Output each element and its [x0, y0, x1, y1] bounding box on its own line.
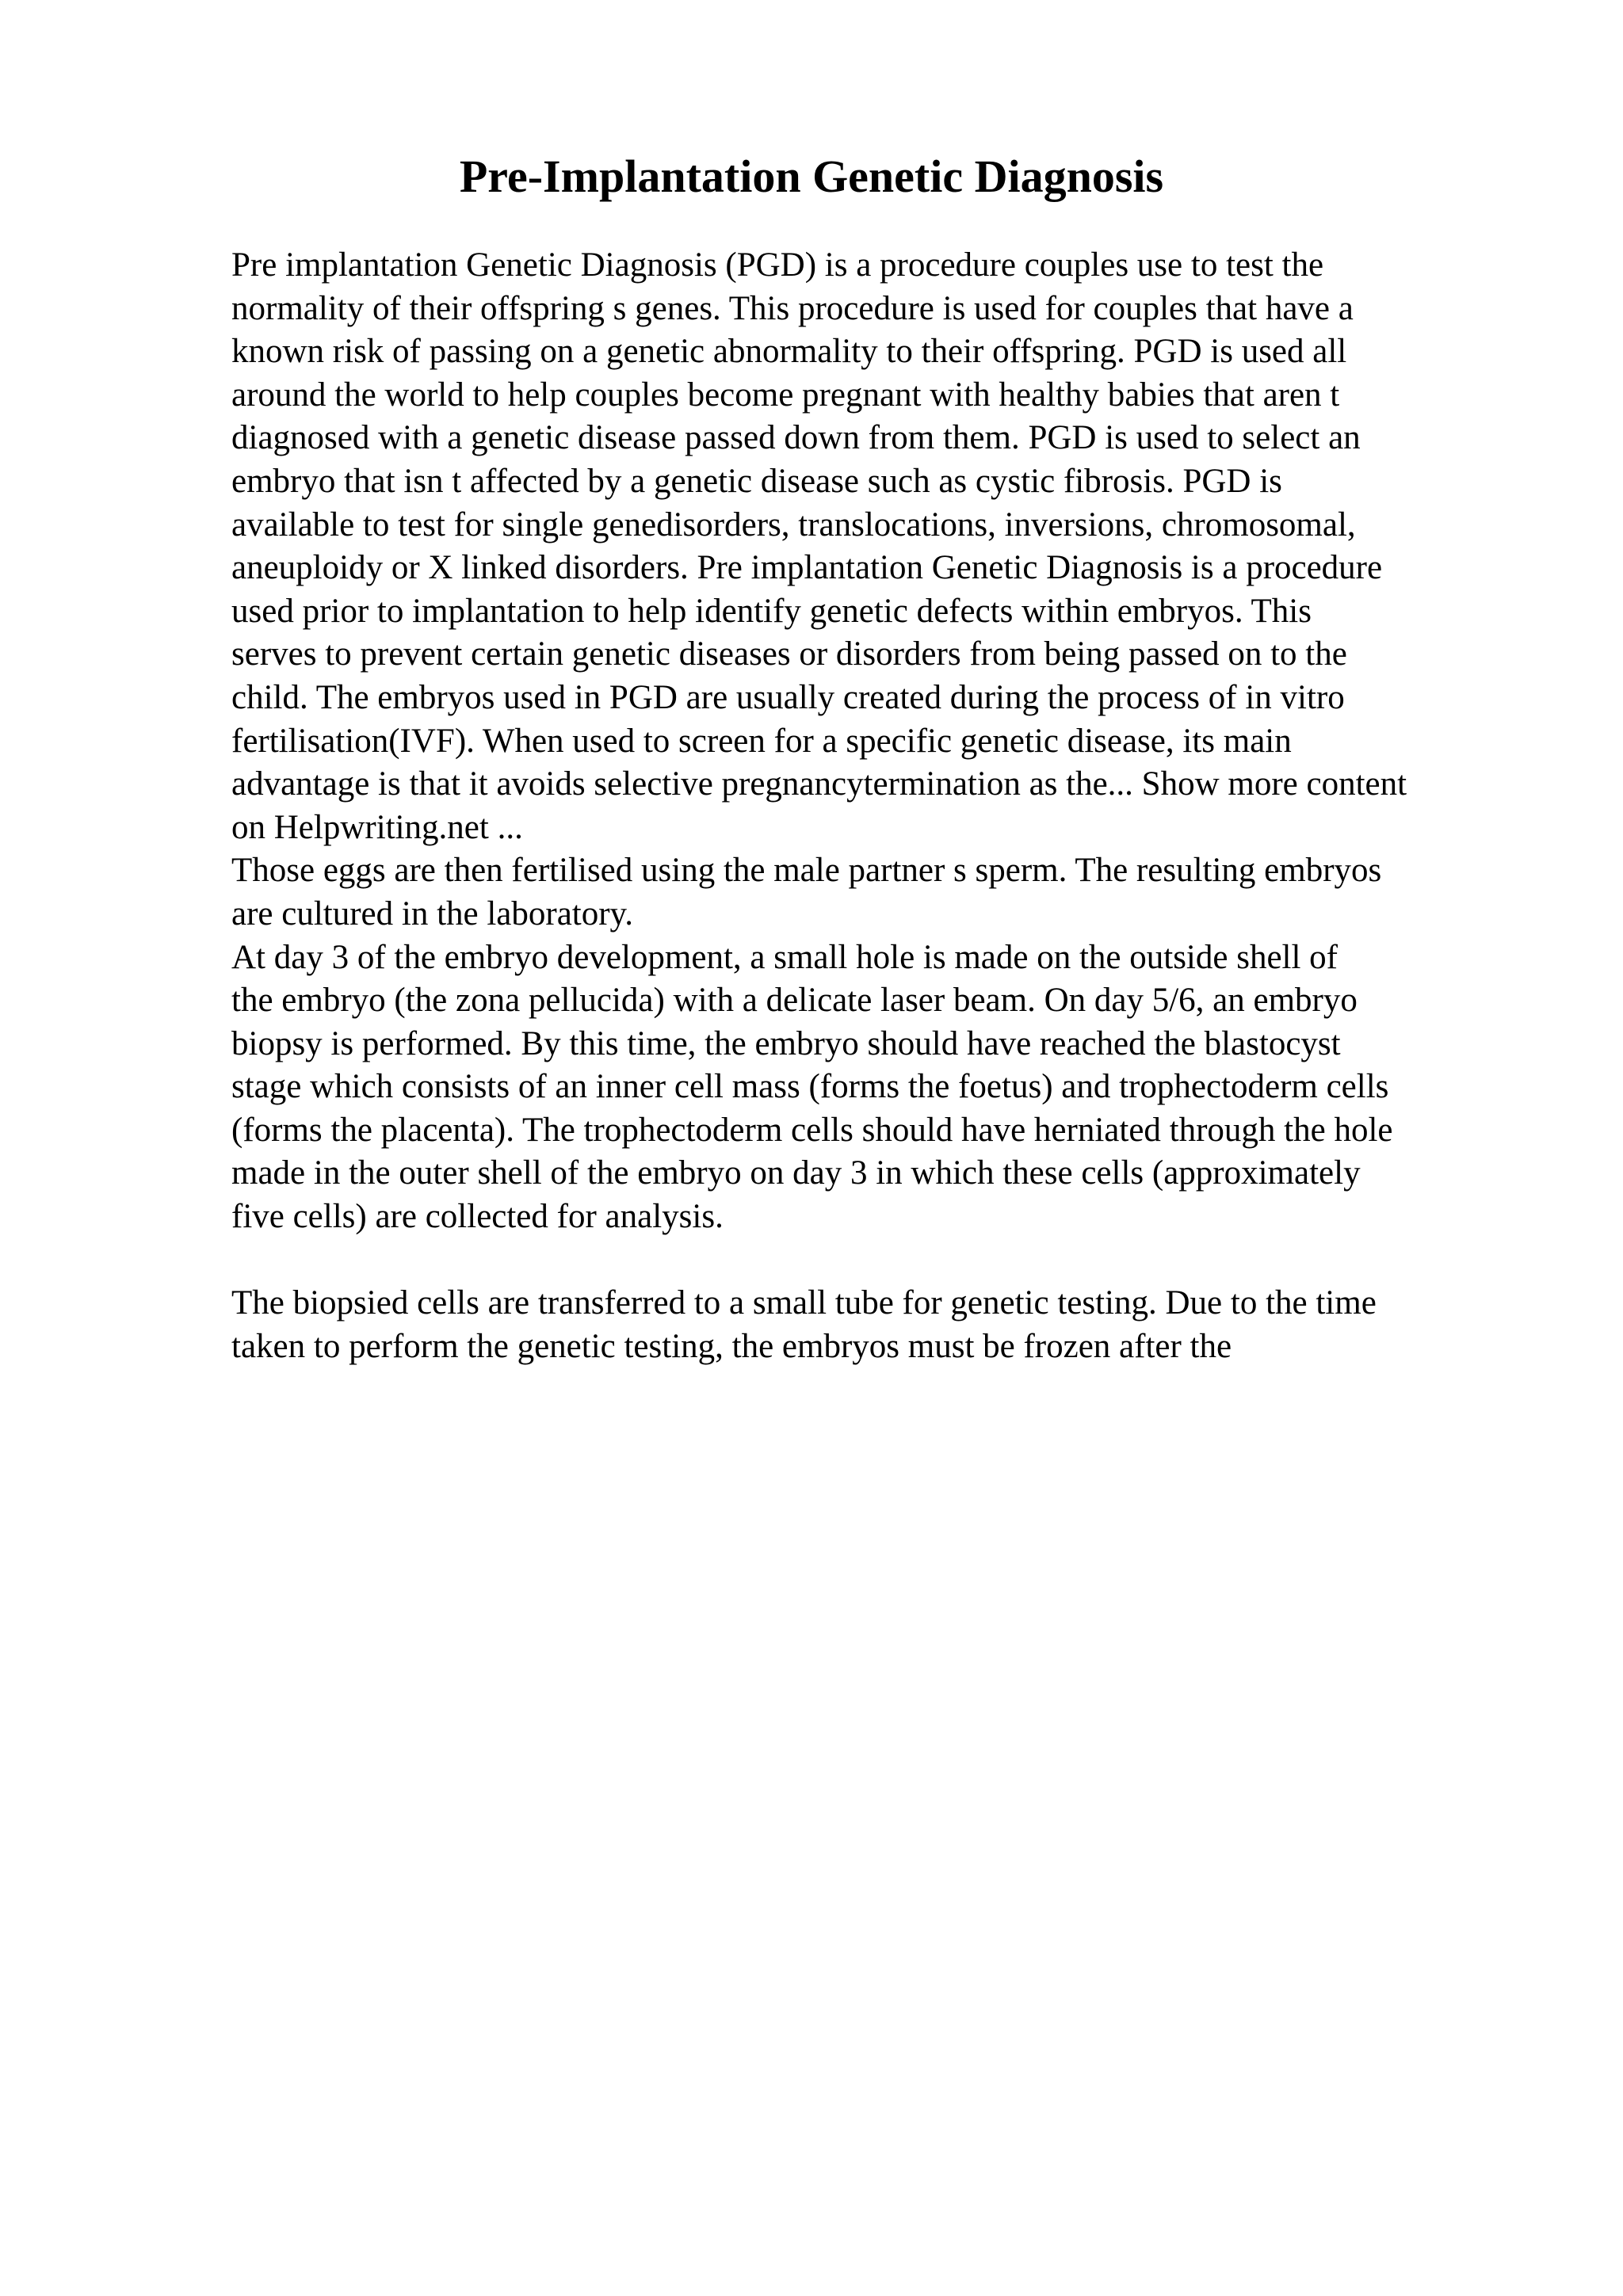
body-line: advantage is that it avoids selective pregnancytermination as the... Show more content [231, 765, 1407, 803]
body-line: diagnosed with a genetic disease passed down from them. PGD is used to select an [231, 419, 1361, 457]
body-line: (forms the placenta). The trophectoderm cells should have herniated through the hole [231, 1111, 1393, 1149]
body-line: Those eggs are then fertilised using the male partner s sperm. The resulting embryos [231, 852, 1382, 890]
body-line: the embryo (the zona pellucida) with a delicate laser beam. On day 5/6, an embryo [231, 982, 1358, 1020]
body-line: The biopsied cells are transferred to a small tube for genetic testing. Due to the time [231, 1284, 1377, 1322]
document-title: Pre-Implantation Genetic Diagnosis [459, 151, 1164, 202]
body-line: available to test for single genedisorders, translocations, inversions, chromosomal, [231, 505, 1356, 543]
body-line: used prior to implantation to help identify genetic defects within embryos. This [231, 592, 1312, 630]
body-line: normality of their offspring s genes. This procedure is used for couples that have a [231, 289, 1354, 327]
body-line: At day 3 of the embryo development, a small hole is made on the outside shell of [231, 938, 1338, 976]
body-line: fertilisation(IVF). When used to screen for a specific genetic disease, its main [231, 722, 1292, 760]
body-line: biopsy is performed. By this time, the embryo should have reached the blastocyst [231, 1024, 1341, 1062]
body-line: are cultured in the laboratory. [231, 894, 634, 933]
body-line: on Helpwriting.net ... [231, 808, 523, 846]
document-body [231, 244, 1515, 1368]
body-line: aneuploidy or X linked disorders. Pre implantation Genetic Diagnosis is a procedure [231, 549, 1383, 587]
paragraph-spacer [231, 1239, 1515, 1283]
body-line: serves to prevent certain genetic diseases or disorders from being passed on to the [231, 635, 1347, 673]
body-line: around the world to help couples become pregnant with healthy babies that aren t [231, 376, 1340, 414]
body-line: embryo that isn t affected by a genetic disease such as cystic fibrosis. PGD is [231, 462, 1282, 500]
body-line: Pre implantation Genetic Diagnosis (PGD) is a procedure couples use to test the [231, 246, 1324, 284]
body-line: made in the outer shell of the embryo on day 3 in which these cells (approximately [231, 1154, 1361, 1192]
body-line: five cells) are collected for analysis. [231, 1198, 724, 1236]
body-line: known risk of passing on a genetic abnormality to their offspring. PGD is used all [231, 333, 1347, 371]
body-line: child. The embryos used in PGD are usually created during the process of in vitro [231, 678, 1345, 716]
body-line: stage which consists of an inner cell mass (forms the foetus) and trophectoderm cells [231, 1068, 1389, 1106]
body-line: taken to perform the genetic testing, the embryos must be frozen after the [231, 1327, 1232, 1365]
